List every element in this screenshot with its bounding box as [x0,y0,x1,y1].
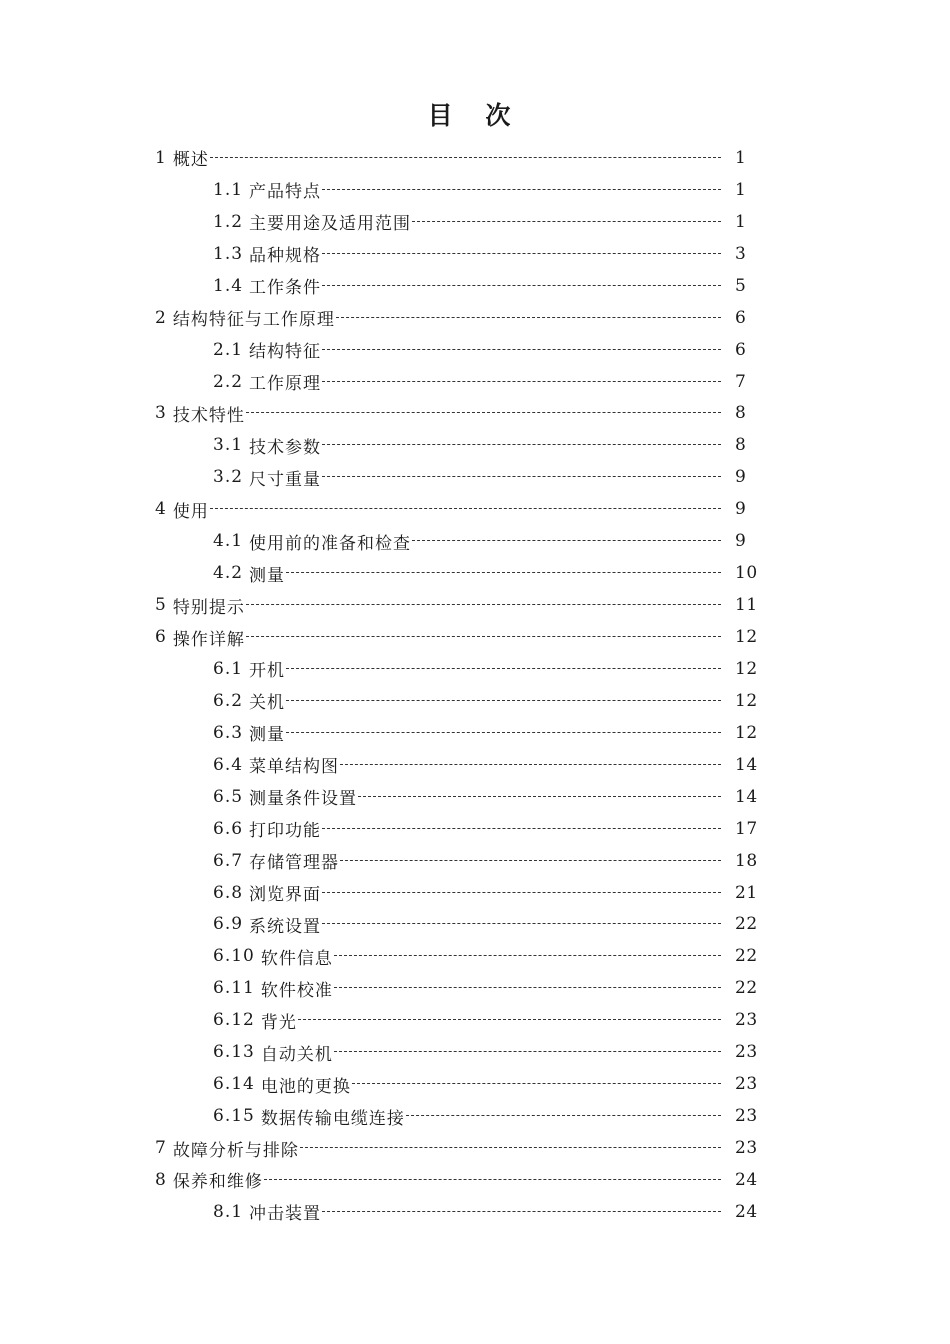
table-of-contents [155,142,761,1228]
toc-entry-page-number: 22 [735,914,758,935]
toc-entry[interactable] [155,270,761,302]
toc-entry-number: 1.2 [213,211,244,232]
toc-entry-page-number: 9 [735,531,747,552]
toc-entry-page-number: 1 [735,179,747,200]
toc-entry-title: 关机 [249,693,286,714]
toc-entry-number: 6.9 [213,914,244,935]
toc-entry-title: 使用前的准备和检查 [249,533,412,554]
toc-entry[interactable] [155,461,761,493]
toc-entry[interactable] [155,877,761,909]
toc-leader-dashes [322,253,721,255]
toc-entry-title: 开机 [249,661,286,682]
toc-entry-title: 软件信息 [260,948,333,969]
toc-entry-title: 保养和维修 [172,1172,263,1193]
toc-leader-dashes [286,572,721,574]
toc-leader-dashes [246,412,721,414]
toc-entry-page-number: 23 [735,1042,758,1063]
toc-entry-title: 软件校准 [260,980,333,1001]
toc-entry-title: 背光 [260,1012,297,1033]
toc-entry[interactable] [155,174,761,206]
toc-entry-number: 6 [155,627,167,648]
toc-entry[interactable] [155,142,761,174]
toc-entry[interactable] [155,621,761,653]
toc-entry[interactable] [155,781,761,813]
toc-entry-page-number: 14 [735,786,758,807]
toc-entry-number: 6.8 [213,882,244,903]
toc-entry-page-number: 24 [735,1201,758,1222]
toc-entry-number: 1.1 [213,179,244,200]
toc-entry-number: 3.2 [213,467,244,488]
toc-leader-dashes [322,349,721,351]
toc-entry-title: 主要用途及适用范围 [249,214,412,235]
toc-leader-dashes [322,828,721,830]
toc-entry-page-number: 18 [735,850,758,871]
toc-entry-title: 菜单结构图 [249,757,340,778]
toc-leader-dashes [412,221,721,223]
toc-entry-page-number: 23 [735,1106,758,1127]
toc-entry-title: 技术特性 [172,405,245,426]
toc-entry[interactable] [155,717,761,749]
toc-entry-title: 品种规格 [249,246,322,267]
toc-entry-page-number: 14 [735,754,758,775]
toc-entry[interactable] [155,525,761,557]
toc-entry-number: 7 [155,1138,167,1159]
toc-entry-title: 产品特点 [249,182,322,203]
toc-entry-number: 2.1 [213,339,244,360]
toc-entry[interactable] [155,845,761,877]
toc-entry-page-number: 6 [735,307,747,328]
toc-entry-page-number: 12 [735,722,758,743]
toc-entry-number: 6.4 [213,754,244,775]
toc-entry-title: 自动关机 [260,1044,333,1065]
toc-entry-title: 冲击装置 [249,1204,322,1225]
toc-entry[interactable] [155,1004,761,1036]
toc-entry-number: 8 [155,1169,167,1190]
toc-entry[interactable] [155,685,761,717]
toc-leader-dashes [298,1019,721,1021]
toc-leader-dashes [358,796,721,798]
page-title: 目 次 [427,101,523,130]
toc-entry-number: 6.3 [213,722,244,743]
toc-entry-page-number: 21 [735,882,758,903]
toc-entry-number: 6.15 [213,1106,255,1127]
toc-entry[interactable] [155,429,761,461]
toc-leader-dashes [322,381,721,383]
toc-entry-number: 4.2 [213,563,244,584]
toc-entry-page-number: 3 [735,243,747,264]
toc-entry[interactable] [155,1132,761,1164]
toc-leader-dashes [322,476,721,478]
toc-entry-number: 6.1 [213,658,244,679]
toc-entry[interactable] [155,334,761,366]
toc-entry-page-number: 23 [735,1074,758,1095]
toc-entry[interactable] [155,940,761,972]
toc-entry-page-number: 10 [735,563,758,584]
toc-entry[interactable] [155,398,761,430]
toc-leader-dashes [412,540,721,542]
toc-entry-title: 工作原理 [249,374,322,395]
toc-entry-page-number: 8 [735,435,747,456]
toc-entry[interactable] [155,557,761,589]
toc-leader-dashes [300,1147,721,1149]
toc-entry-title: 结构特征 [249,342,322,363]
toc-entry-page-number: 12 [735,627,758,648]
toc-entry[interactable] [155,206,761,238]
toc-entry-number: 6.2 [213,690,244,711]
toc-entry-title: 操作详解 [172,629,245,650]
toc-entry[interactable] [155,813,761,845]
toc-entry[interactable] [155,1068,761,1100]
toc-entry[interactable] [155,1196,761,1228]
toc-leader-dashes [286,668,721,670]
toc-entry[interactable] [155,909,761,941]
toc-entry-number: 6.6 [213,818,244,839]
toc-leader-dashes [264,1179,721,1181]
toc-leader-dashes [322,892,721,894]
toc-entry-page-number: 22 [735,978,758,999]
toc-entry-page-number: 17 [735,818,758,839]
toc-entry-page-number: 23 [735,1138,758,1159]
toc-entry-title: 系统设置 [249,916,322,937]
toc-entry-title: 使用 [172,501,209,522]
toc-entry-number: 6.14 [213,1074,255,1095]
toc-entry-title: 测量 [249,725,286,746]
toc-entry-number: 1 [155,147,167,168]
toc-leader-dashes [286,700,721,702]
toc-leader-dashes [340,764,721,766]
toc-leader-dashes [334,1051,721,1053]
toc-leader-dashes [246,604,721,606]
toc-leader-dashes [334,955,721,957]
toc-entry-title: 测量条件设置 [249,789,358,810]
toc-entry-number: 6.10 [213,946,255,967]
toc-entry-title: 概述 [172,150,209,171]
toc-entry-page-number: 7 [735,371,747,392]
toc-entry-number: 6.13 [213,1042,255,1063]
toc-entry[interactable] [155,366,761,398]
toc-entry-page-number: 1 [735,147,747,168]
toc-leader-dashes [322,444,721,446]
toc-entry-page-number: 12 [735,658,758,679]
toc-entry-number: 4.1 [213,531,244,552]
toc-entry-page-number: 22 [735,946,758,967]
toc-entry[interactable] [155,1164,761,1196]
toc-leader-dashes [340,860,721,862]
toc-leader-dashes [246,636,721,638]
toc-entry-number: 1.4 [213,275,244,296]
toc-leader-dashes [352,1083,721,1085]
toc-entry-title: 结构特征与工作原理 [172,310,335,331]
toc-entry-page-number: 1 [735,211,747,232]
toc-entry[interactable] [155,589,761,621]
toc-entry-title: 技术参数 [249,437,322,458]
toc-entry[interactable] [155,1036,761,1068]
toc-entry-number: 6.12 [213,1010,255,1031]
toc-entry-page-number: 5 [735,275,747,296]
toc-entry-number: 2.2 [213,371,244,392]
toc-entry[interactable] [155,653,761,685]
toc-entry-number: 4 [155,499,167,520]
toc-entry-title: 打印功能 [249,821,322,842]
toc-entry-title: 浏览界面 [249,885,322,906]
toc-entry-title: 尺寸重量 [249,469,322,490]
toc-leader-dashes [322,189,721,191]
toc-entry[interactable] [155,749,761,781]
toc-entry-number: 8.1 [213,1201,244,1222]
toc-entry-number: 6.11 [213,978,255,999]
toc-entry[interactable] [155,1100,761,1132]
toc-entry-title: 工作条件 [249,278,322,299]
toc-entry-number: 3 [155,403,167,424]
toc-entry-title: 存储管理器 [249,853,340,874]
toc-leader-dashes [322,285,721,287]
toc-entry-page-number: 11 [735,595,758,616]
toc-leader-dashes [336,317,721,319]
toc-entry-page-number: 6 [735,339,747,360]
toc-entry-page-number: 8 [735,403,747,424]
toc-leader-dashes [322,1211,721,1213]
toc-entry-title: 电池的更换 [260,1076,351,1097]
toc-entry[interactable] [155,493,761,525]
toc-entry-page-number: 23 [735,1010,758,1031]
toc-leader-dashes [406,1115,721,1117]
toc-leader-dashes [322,923,721,925]
toc-leader-dashes [210,508,721,510]
toc-entry-number: 2 [155,307,167,328]
toc-entry-title: 特别提示 [172,597,245,618]
toc-entry-number: 6.5 [213,786,244,807]
toc-entry-number: 3.1 [213,435,244,456]
toc-entry-number: 1.3 [213,243,244,264]
toc-entry-title: 故障分析与排除 [172,1140,299,1161]
toc-entry-title: 测量 [249,565,286,586]
toc-entry-number: 6.7 [213,850,244,871]
toc-entry-number: 5 [155,595,167,616]
toc-entry[interactable] [155,972,761,1004]
toc-entry-page-number: 9 [735,499,747,520]
toc-entry-title: 数据传输电缆连接 [260,1108,405,1129]
toc-entry-page-number: 12 [735,690,758,711]
toc-leader-dashes [286,732,721,734]
toc-entry[interactable] [155,302,761,334]
toc-leader-dashes [210,157,721,159]
toc-entry-page-number: 24 [735,1169,758,1190]
toc-entry[interactable] [155,238,761,270]
toc-entry-page-number: 9 [735,467,747,488]
toc-leader-dashes [334,987,721,989]
